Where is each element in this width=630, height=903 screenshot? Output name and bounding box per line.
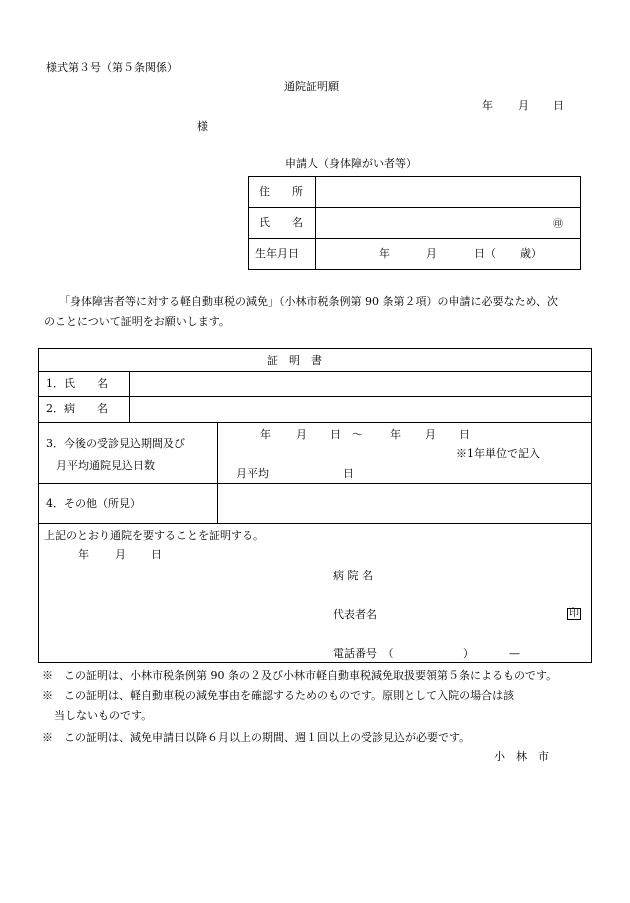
period-note: ※1年単位で記入 [456,447,540,460]
birth-month: 月 [426,247,437,260]
disease-field[interactable] [134,399,586,419]
form-number: 様式第３号（第５条関係） [46,61,178,74]
birth-day: 日（ [474,247,496,260]
row-period-label-2: 月平均通院見込日数 [56,459,155,472]
seal-icon: ㊞ [553,219,563,230]
period-year-1: 年 [260,428,271,441]
addressee-suffix: 様 [197,120,208,133]
applicant-heading: 申請人（身体障がい者等） [285,157,417,170]
address-field[interactable] [320,180,576,204]
patient-name-field[interactable] [134,374,586,394]
monthly-average-label: 月平均 [236,467,269,480]
row-period-label-1: 3．今後の受診見込期間及び [46,437,185,450]
date-day: 日 [553,99,564,112]
representative-label: 代表者名 [333,608,377,621]
certification-statement: 上記のとおり通院を要することを証明する。 [44,529,264,542]
period-month-1: 月 [296,428,307,441]
row-name-label: 1．氏 名 [46,377,108,390]
issuer: 小 林 市 [494,750,549,763]
period-year-2: 年 [390,428,401,441]
row-disease-label: 2．病 名 [46,402,108,415]
age-suffix: 歳） [520,247,542,260]
phone-label: 電話番号 （ [333,647,394,660]
note-2-line-1: ※ この証明は、軽自動車税の減免事由を確認するためのものです。原則として入院の場合は該 [42,689,515,702]
cert-month: 月 [115,548,126,561]
hospital-label: 病 院 名 [333,569,373,582]
rep-seal-icon: 印 [569,608,579,619]
period-day-1: 日 ～ [330,428,363,441]
period-month-2: 月 [425,428,436,441]
phone-dash: — [509,647,520,660]
phone-close: ） [463,647,474,660]
name-field[interactable] [320,211,545,235]
note-2-line-2: 当しないものです。 [54,709,153,722]
note-1: ※ この証明は、小林市税条例第 90 条の２及び小林市軽自動車税減免取扱要領第５条によるものです。 [42,669,558,682]
request-line-1: 「身体障害者等に対する軽自動車税の減免」（小林市税条例第 90 条第２項）の申請に必要なため、次 [59,295,559,308]
name-label: 氏 名 [259,216,303,229]
row-remarks-label: 4．その他（所見） [46,497,141,510]
address-label: 住 所 [259,185,303,198]
period-day-2: 日 [459,428,470,441]
birth-year: 年 [379,247,390,260]
monthly-average-unit: 日 [343,467,354,480]
certificate-title: 証 明 書 [267,354,322,367]
cert-day: 日 [151,548,162,561]
note-3: ※ この証明は、減免申請日以降６月以上の期間、週１回以上の受診見込が必要です。 [42,731,471,744]
date-month: 月 [518,99,529,112]
birthdate-label: 生年月日 [255,247,299,260]
request-line-2: のことについて証明をお願いします。 [44,315,230,328]
date-year: 年 [482,99,493,112]
remarks-field[interactable] [222,486,586,520]
page-title: 通院証明願 [284,80,339,93]
cert-year: 年 [78,548,89,561]
